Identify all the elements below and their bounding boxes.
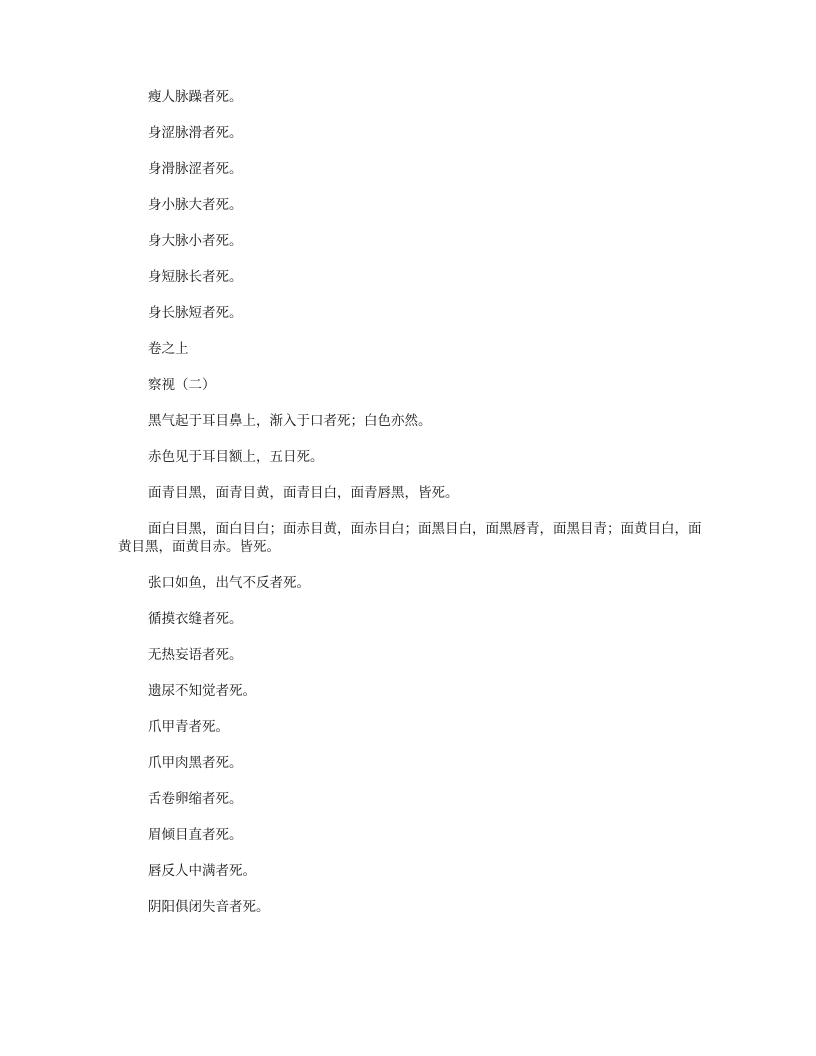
paragraph: 阴阳俱闭失音者死。 [148, 899, 270, 915]
paragraph: 遗尿不知觉者死。 [148, 683, 256, 699]
paragraph: 身大脉小者死。 [148, 233, 243, 249]
paragraph: 爪甲肉黑者死。 [148, 755, 243, 771]
paragraph: 身短脉长者死。 [148, 269, 243, 285]
section-heading: 察视（二） [148, 377, 216, 393]
paragraph: 舌卷卵缩者死。 [148, 791, 243, 807]
paragraph: 眉倾目直者死。 [148, 827, 243, 843]
paragraph: 无热妄语者死。 [148, 647, 243, 663]
document-body [118, 88, 708, 934]
paragraph: 身小脉大者死。 [148, 197, 243, 213]
paragraph: 爪甲青者死。 [148, 719, 229, 735]
paragraph: 黑气起于耳目鼻上，渐入于口者死；白色亦然。 [148, 413, 432, 429]
paragraph: 身长脉短者死。 [148, 305, 243, 321]
paragraph: 循摸衣缝者死。 [148, 611, 243, 627]
paragraph: 身涩脉滑者死。 [148, 125, 243, 141]
paragraph: 面白目黑，面白目白；面赤目黄，面赤目白；面黑目白，面黑唇青，面黑目青；面黄目白，面黄目黑，面黄目赤。皆死。 [118, 521, 702, 555]
volume-heading: 卷之上 [148, 341, 189, 357]
paragraph: 身滑脉涩者死。 [148, 161, 243, 177]
paragraph: 赤色见于耳目额上，五日死。 [148, 449, 324, 465]
paragraph: 唇反人中满者死。 [148, 863, 256, 879]
paragraph: 面青目黑，面青目黄，面青目白，面青唇黑，皆死。 [148, 485, 459, 501]
paragraph: 瘦人脉躁者死。 [148, 89, 243, 105]
paragraph: 张口如鱼，出气不反者死。 [148, 575, 310, 591]
